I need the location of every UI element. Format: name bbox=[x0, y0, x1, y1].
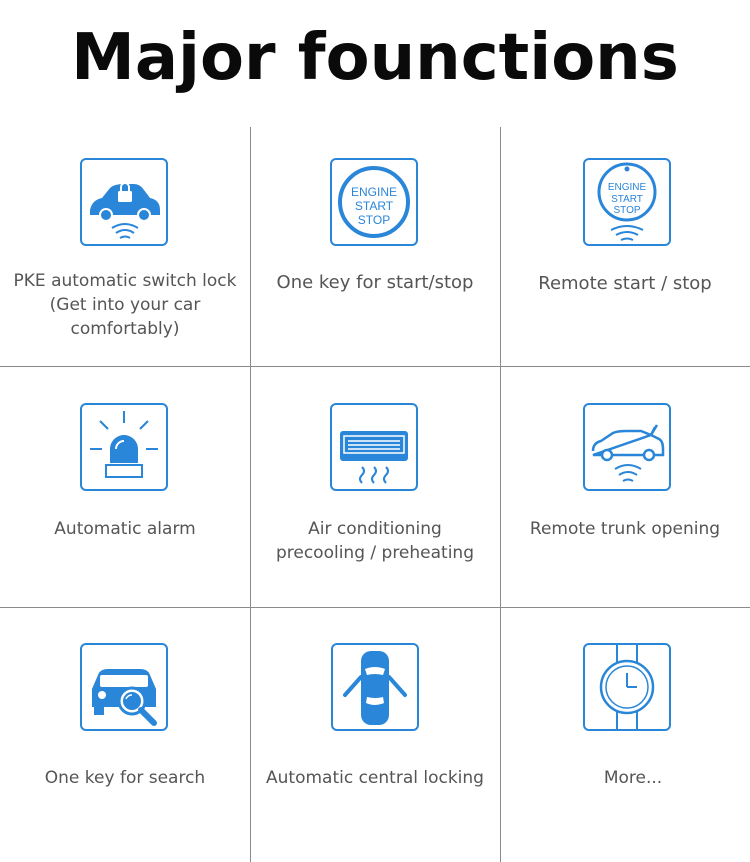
svg-text:START: START bbox=[354, 199, 394, 213]
feature-label-secondary: (Get into your car comfortably) bbox=[49, 295, 201, 339]
remote-engine-start-icon bbox=[583, 158, 671, 246]
car-lock-icon bbox=[80, 158, 168, 246]
svg-text:STOP: STOP bbox=[357, 213, 391, 227]
feature-card-search bbox=[0, 608, 250, 862]
feature-label: Automatic alarm bbox=[54, 519, 196, 539]
feature-label: Remote start / stop bbox=[538, 273, 712, 294]
watch-icon bbox=[583, 643, 671, 731]
svg-text:ENGINE: ENGINE bbox=[350, 185, 398, 199]
feature-label: One key for start/stop bbox=[276, 272, 474, 293]
feature-label: Air conditioning bbox=[308, 519, 442, 539]
alarm-siren-icon bbox=[80, 403, 168, 491]
engine-start-stop-icon bbox=[330, 158, 418, 246]
air-conditioner-icon bbox=[330, 403, 418, 491]
feature-card-pke-lock bbox=[0, 127, 250, 366]
svg-text:START: START bbox=[611, 194, 643, 205]
feature-card-remote-start bbox=[500, 127, 750, 366]
feature-card-trunk bbox=[500, 367, 750, 607]
feature-label: Automatic central locking bbox=[266, 768, 484, 788]
page-title: Major founctions bbox=[71, 21, 679, 95]
feature-card-more bbox=[500, 608, 750, 862]
feature-label-secondary: precooling / preheating bbox=[275, 543, 475, 563]
car-doors-icon bbox=[331, 643, 419, 731]
car-trunk-icon bbox=[583, 403, 671, 491]
feature-label: One key for search bbox=[44, 768, 206, 788]
feature-card-central-locking bbox=[250, 608, 500, 862]
car-search-icon bbox=[80, 643, 168, 731]
feature-label: More... bbox=[603, 768, 663, 788]
svg-text:ENGINE: ENGINE bbox=[607, 182, 647, 193]
feature-card-alarm bbox=[0, 367, 250, 607]
svg-text:STOP: STOP bbox=[613, 205, 641, 216]
feature-label: PKE automatic switch lock bbox=[13, 271, 237, 291]
feature-card-start-stop bbox=[250, 127, 500, 366]
feature-label: Remote trunk opening bbox=[529, 519, 721, 539]
feature-card-air-conditioning bbox=[250, 367, 500, 607]
